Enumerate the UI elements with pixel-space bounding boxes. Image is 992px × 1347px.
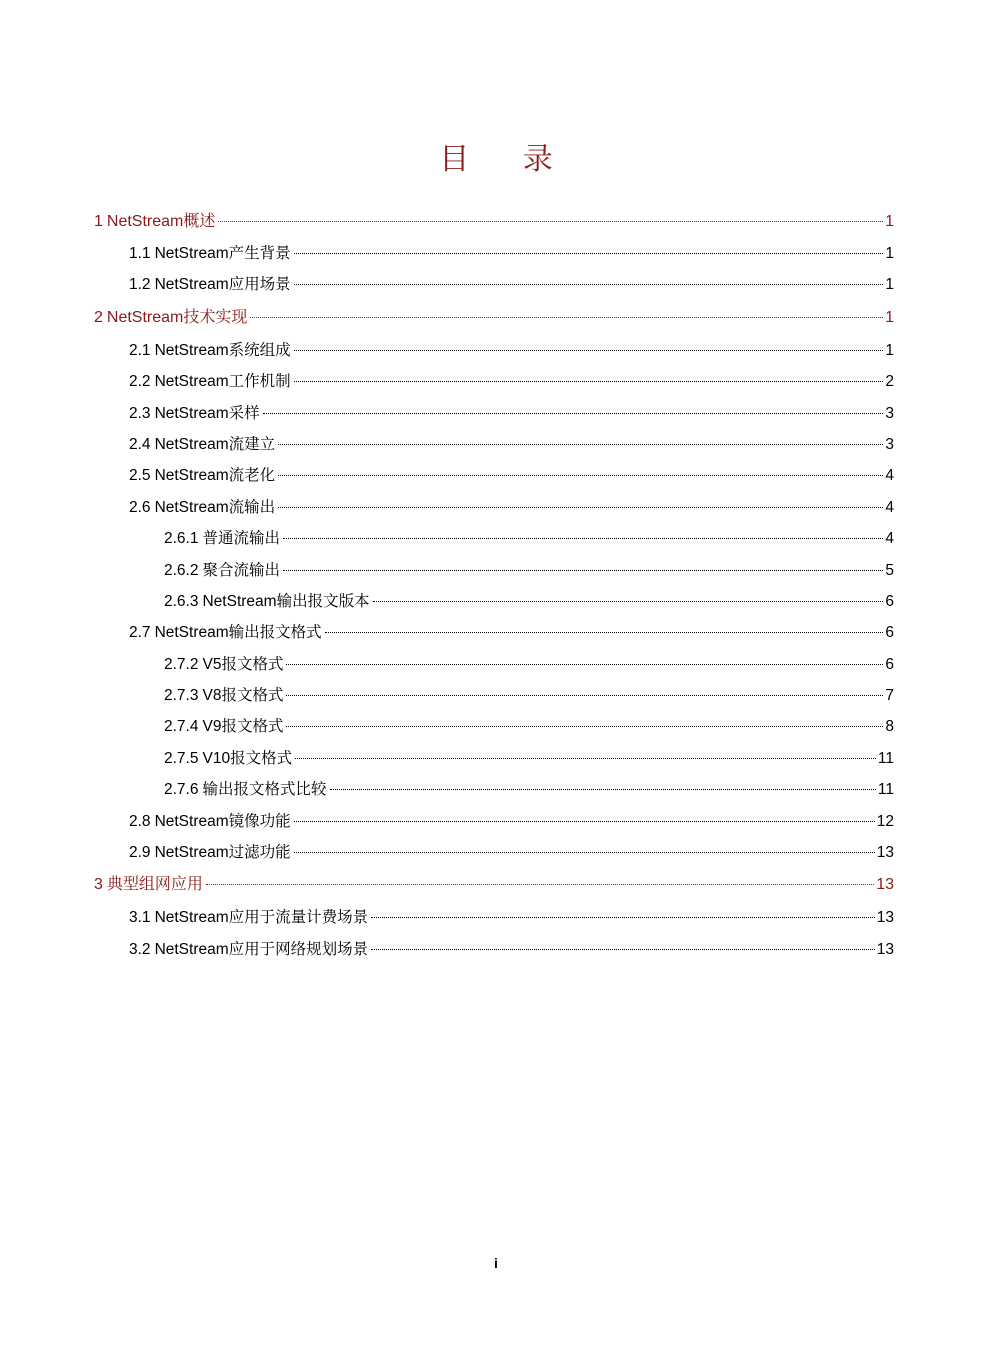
toc-entry-page: 8 [885, 718, 894, 736]
toc-entry-number: 2.7.5 [164, 749, 199, 767]
dot-leader [286, 695, 883, 696]
toc-entry-number: 1 [94, 213, 103, 230]
toc-entry-title: V10报文格式 [202, 749, 293, 767]
toc-entry-page: 12 [876, 812, 894, 830]
toc-entry-page: 3 [885, 404, 894, 422]
toc-entry-2-7[interactable] [94, 617, 894, 648]
toc-entry-2-6[interactable] [94, 492, 894, 523]
toc-entry-2-2[interactable] [94, 366, 894, 397]
dot-leader [206, 884, 874, 885]
toc-entry-2-7-5[interactable] [94, 743, 894, 774]
toc-entry-title: V9报文格式 [202, 718, 284, 736]
dot-leader [286, 726, 883, 727]
toc-entry-number: 2.6.3 [164, 592, 199, 610]
toc-entry-number: 2.1 [129, 341, 151, 359]
dot-leader [283, 570, 883, 571]
toc-entry-1-2[interactable] [94, 269, 894, 300]
toc-entry-2-6-2[interactable] [94, 555, 894, 586]
toc-entry-2-7-3[interactable] [94, 680, 894, 711]
toc-entry-3[interactable] [94, 868, 894, 902]
dot-leader [278, 507, 883, 508]
toc-entry-number: 2.7 [129, 624, 151, 642]
toc-entry-page: 2 [885, 373, 894, 391]
toc-entry-2-6-1[interactable] [94, 523, 894, 554]
toc-entry-page: 4 [885, 467, 894, 485]
toc-entry-title: NetStream系统组成 [154, 341, 291, 359]
dot-leader [294, 821, 875, 822]
toc-entry-title: NetStream过滤功能 [154, 844, 291, 862]
dot-leader [294, 381, 884, 382]
toc-entry-number: 2.7.3 [164, 687, 199, 705]
toc-entry-number: 2.3 [129, 404, 151, 422]
toc-entry-title: NetStream输出报文版本 [202, 592, 370, 610]
toc-entry-title: 普通流输出 [202, 530, 280, 548]
dot-leader [294, 852, 875, 853]
toc-entry-page: 13 [876, 909, 894, 927]
toc-entry-page: 4 [885, 530, 894, 548]
toc-entry-number: 2.7.6 [164, 781, 199, 799]
dot-leader [294, 253, 884, 254]
toc-entry-2-7-2[interactable] [94, 649, 894, 680]
dot-leader [294, 284, 884, 285]
toc-entry-number: 3.2 [129, 940, 151, 958]
toc-entry-3-2[interactable] [94, 934, 894, 965]
toc-entry-page: 4 [885, 498, 894, 516]
toc-entry-title: V5报文格式 [202, 655, 284, 673]
toc-entry-number: 2.7.4 [164, 718, 199, 736]
toc-entry-page: 13 [876, 940, 894, 958]
dot-leader [283, 538, 883, 539]
toc-entry-title: NetStream产生背景 [154, 245, 291, 262]
toc-entry-title: NetStream技术实现 [106, 308, 248, 326]
toc-entry-title: NetStream镜像功能 [154, 812, 291, 830]
toc-entry-2-8[interactable] [94, 806, 894, 837]
toc-entry-page: 5 [885, 561, 894, 579]
dot-leader [250, 317, 883, 318]
toc-entry-page: 6 [885, 592, 894, 610]
toc-entry-page: 1 [885, 308, 894, 326]
toc-entry-title: NetStream流老化 [154, 467, 276, 485]
toc-entry-page: 1 [885, 276, 894, 294]
toc-entry-title: NetStream流输出 [154, 498, 276, 516]
toc-entry-title: NetStream流建立 [154, 435, 276, 453]
footer-page-number: i [494, 1255, 498, 1271]
dot-leader [278, 444, 883, 445]
toc-entry-page: 13 [876, 876, 894, 894]
toc-entry-page: 13 [876, 844, 894, 862]
toc-entry-2-1[interactable] [94, 335, 894, 366]
toc-entry-page: 1 [885, 213, 894, 230]
dot-leader [294, 350, 884, 351]
dot-leader [325, 632, 884, 633]
toc-entry-number: 2.6 [129, 498, 151, 516]
toc-entry-number: 2.5 [129, 467, 151, 485]
dot-leader [371, 917, 875, 918]
toc-entry-2[interactable] [94, 301, 894, 335]
toc-entry-number: 2.6.2 [164, 561, 199, 579]
toc-entry-page: 1 [885, 245, 894, 262]
dot-leader [263, 413, 884, 414]
toc-entry-title: V8报文格式 [202, 687, 284, 705]
toc-entry-page: 1 [885, 341, 894, 359]
toc-entry-title: 输出报文格式比较 [202, 781, 327, 799]
toc-entry-page: 7 [885, 687, 894, 705]
toc-entry-title: NetStream应用于网络规划场景 [154, 940, 369, 958]
toc-entry-number: 1.2 [129, 276, 151, 294]
toc-entry-2-7-4[interactable] [94, 711, 894, 742]
toc-entry-1-1[interactable] [94, 238, 894, 269]
toc-entry-number: 2.4 [129, 435, 151, 453]
toc-entry-page: 6 [885, 624, 894, 642]
dot-leader [278, 475, 883, 476]
dot-leader [330, 789, 876, 790]
toc-entry-number: 2.7.2 [164, 655, 199, 673]
toc-entry-page: 11 [877, 781, 894, 799]
dot-leader [371, 949, 875, 950]
dot-leader [373, 601, 884, 602]
toc-entry-2-4[interactable] [94, 429, 894, 460]
toc-entry-number: 2.6.1 [164, 530, 199, 548]
toc-entry-page: 6 [885, 655, 894, 673]
toc-entry-2-9[interactable] [94, 837, 894, 868]
toc-entry-number: 2.8 [129, 812, 151, 830]
dot-leader [218, 221, 883, 222]
toc-entry-number: 3 [94, 876, 103, 894]
toc-entry-title: NetStream输出报文格式 [154, 624, 322, 642]
page-title: 目 录 [439, 142, 575, 177]
toc-entry-title: NetStream应用于流量计费场景 [154, 909, 369, 927]
toc-entry-2-5[interactable] [94, 460, 894, 491]
toc-entry-title: 典型组网应用 [106, 876, 203, 894]
dot-leader [295, 758, 876, 759]
toc-entry-number: 2.9 [129, 844, 151, 862]
toc-entry-number: 1.1 [129, 245, 151, 262]
toc-entry-number: 2 [94, 308, 103, 326]
toc-entry-title: NetStream工作机制 [154, 373, 291, 391]
toc-entry-title: NetStream采样 [154, 404, 260, 422]
toc-entry-2-3[interactable] [94, 398, 894, 429]
toc-entry-title: NetStream应用场景 [154, 276, 291, 294]
table-of-contents [94, 206, 894, 965]
toc-entry-title: NetStream概述 [106, 213, 216, 230]
toc-entry-title: 聚合流输出 [202, 561, 280, 579]
toc-entry-page: 3 [885, 435, 894, 453]
toc-entry-1[interactable] [94, 206, 894, 238]
toc-entry-page: 11 [877, 749, 894, 767]
toc-entry-2-7-6[interactable] [94, 774, 894, 805]
toc-entry-number: 3.1 [129, 909, 151, 927]
toc-entry-number: 2.2 [129, 373, 151, 391]
toc-entry-3-1[interactable] [94, 902, 894, 933]
dot-leader [286, 664, 883, 665]
toc-entry-2-6-3[interactable] [94, 586, 894, 617]
